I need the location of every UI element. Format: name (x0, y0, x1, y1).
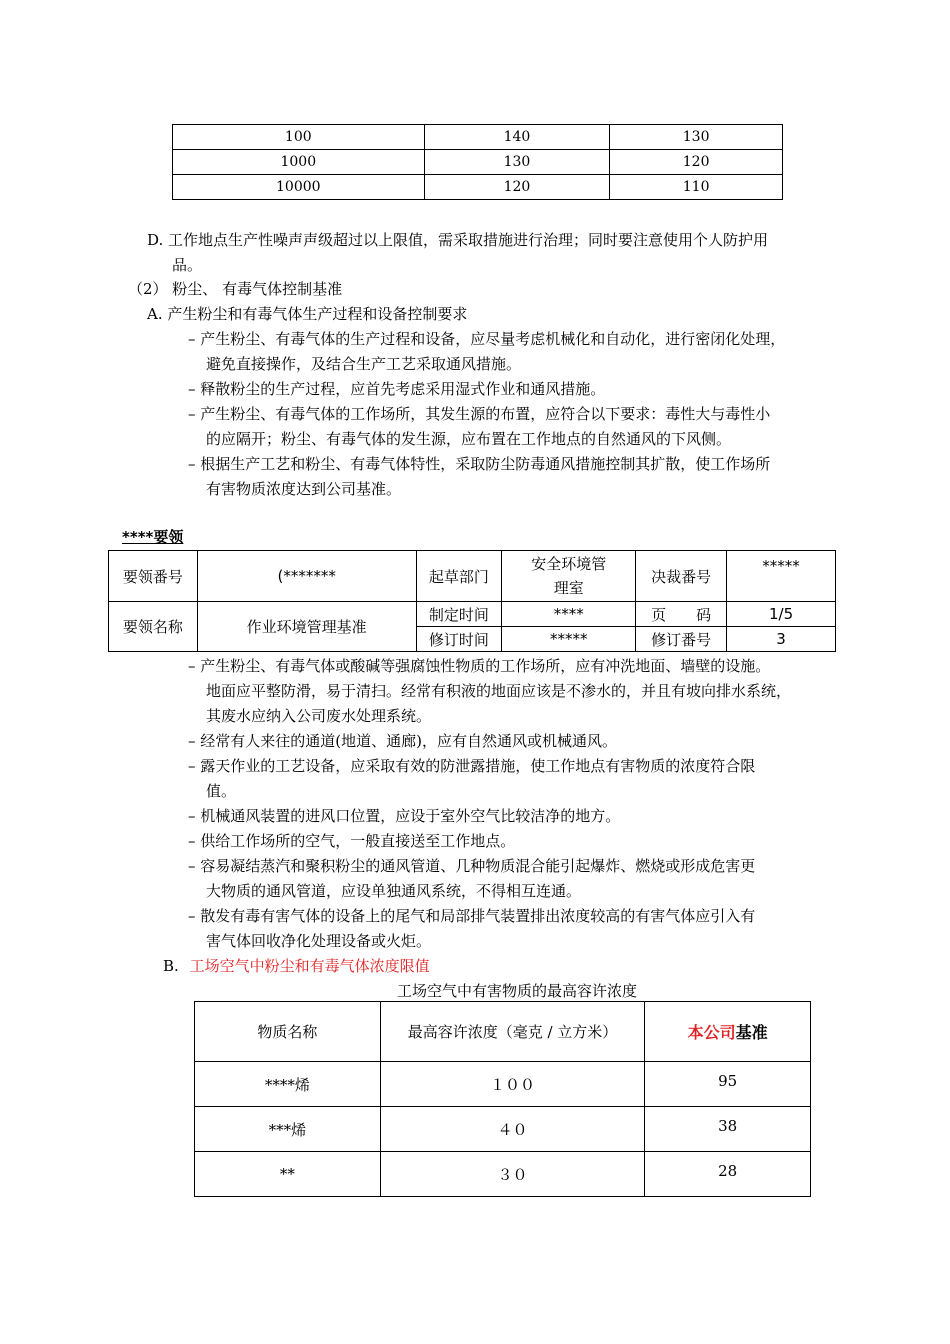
max-concentration: ４０ (380, 1107, 645, 1152)
table-caption: 工场空气中有害物质的最高容许浓度 (397, 982, 638, 1000)
subsection-a-title: A. 产生粉尘和有毒气体生产过程和设备控制要求 (147, 305, 468, 323)
subsection-b-prefix: B. (163, 957, 179, 975)
bullet-item: – 经常有人来往的通道(地道、通廊)，应有自然通风或机械通风。 (188, 732, 617, 750)
table-row (195, 1062, 811, 1107)
bullet-item: – 露天作业的工艺设备，应采取有效的防泄露措施，使工作地点有害物质的浓度符合限 (188, 757, 756, 775)
document-header-title: ****要领 (122, 528, 184, 546)
bullet-continuation: 地面应平整防滑，易于清扫。经常有积液的地面应该是不渗水的，并且有坡向排水系统， (206, 682, 792, 700)
column-header-substance: 物质名称 (195, 1002, 381, 1062)
bullet-item: – 根据生产工艺和粉尘、有毒气体特性，采取防尘防毒通风措施控制其扩散，使工作场所 (188, 455, 771, 473)
bullet-continuation: 其废水应纳入公司废水处理系统。 (206, 707, 432, 725)
table-header-row (195, 1002, 811, 1062)
table-cell: 130 (610, 125, 783, 150)
table-cell: 100 (173, 125, 425, 150)
noise-limit-table (172, 124, 783, 200)
table-cell: 140 (424, 125, 610, 150)
bullet-continuation: 害气体回收净化处理设备或火炬。 (206, 932, 432, 950)
bullet-item: – 供给工作场所的空气，一般直接送至工作地点。 (188, 832, 516, 850)
bullet-item: – 容易凝结蒸汽和聚积粉尘的通风管道、几种物质混合能引起爆炸、燃烧或形成危害更 (188, 857, 756, 875)
company-label: 本公司 (687, 1023, 736, 1042)
value-revision-number: 3 (727, 627, 836, 652)
bullet-item: – 散发有毒有害气体的设备上的尾气和局部排气装置排出浓度较高的有害气体应引入有 (188, 907, 756, 925)
table-row (195, 1152, 811, 1197)
substance-name: ***烯 (195, 1107, 381, 1152)
bullet-item: – 机械通风装置的进风口位置，应设于室外空气比较洁净的地方。 (188, 807, 621, 825)
bullet-continuation: 有害物质浓度达到公司基准。 (206, 480, 402, 498)
table-row (173, 175, 783, 200)
standard-label: 基准 (735, 1023, 768, 1042)
value-doc-name: 作业环境管理基准 (197, 602, 416, 652)
label-doc-name: 要领名称 (109, 602, 198, 652)
bullet-item: – 产生粉尘、有毒气体的生产过程和设备，应尽量考虑机械化和自动化，进行密闭化处理， (188, 330, 786, 348)
bullet-item: – 产生粉尘、有毒气体的工作场所，其发生源的布置，应符合以下要求：毒性大与毒性小 (188, 405, 771, 423)
label-draft-dept: 起草部门 (416, 551, 502, 602)
bullet-continuation: 的应隔开；粉尘、有毒气体的发生源，应布置在工作地点的自然通风的下风侧。 (206, 430, 732, 448)
table-row (173, 150, 783, 175)
bullet-continuation: 避免直接操作，及结合生产工艺采取通风措施。 (206, 355, 522, 373)
substance-name: ** (195, 1152, 381, 1197)
company-standard: 95 (645, 1062, 811, 1107)
column-header-company-standard (645, 1002, 811, 1062)
max-concentration: １００ (380, 1062, 645, 1107)
company-standard: 28 (645, 1152, 811, 1197)
label-enact-date: 制定时间 (416, 602, 502, 627)
paragraph-d-line1: D. 工作地点生产性噪声声级超过以上限值，需采取措施进行治理；同时要注意使用个人防护用 (147, 231, 769, 249)
table-cell: 130 (424, 150, 610, 175)
document-header-table (108, 550, 836, 652)
table-row (109, 602, 836, 627)
label-page: 页 码 (636, 602, 727, 627)
column-header-max-concentration: 最高容许浓度（毫克 / 立方米） (380, 1002, 645, 1062)
table-row (173, 125, 783, 150)
value-doc-number: (******* (197, 551, 416, 602)
section-heading: （2） 粉尘、 有毒气体控制基准 (128, 280, 343, 298)
bullet-item: – 产生粉尘、有毒气体或酸碱等强腐蚀性物质的工作场所，应有冲洗地面、墙壁的设施。 (188, 657, 771, 675)
table-cell: 110 (610, 175, 783, 200)
value-draft-dept: 安全环境管理室 (502, 551, 636, 602)
value-revision-date: ***** (502, 627, 636, 652)
label-decision-number: 决裁番号 (636, 551, 727, 602)
bullet-continuation: 值。 (206, 782, 237, 800)
value-page: 1/5 (727, 602, 836, 627)
concentration-limit-table (194, 1001, 811, 1197)
bullet-continuation: 大物质的通风管道，应设单独通风系统，不得相互连通。 (206, 882, 582, 900)
table-cell: 120 (610, 150, 783, 175)
label-doc-number: 要领番号 (109, 551, 198, 602)
bullet-item: – 释散粉尘的生产过程，应首先考虑采用湿式作业和通风措施。 (188, 380, 606, 398)
subsection-b-title (163, 956, 430, 976)
label-revision-date: 修订时间 (416, 627, 502, 652)
table-row (109, 551, 836, 602)
company-standard: 38 (645, 1107, 811, 1152)
table-row (195, 1107, 811, 1152)
value-enact-date: **** (502, 602, 636, 627)
table-cell: 120 (424, 175, 610, 200)
label-revision-number: 修订番号 (636, 627, 727, 652)
max-concentration: ３０ (380, 1152, 645, 1197)
subsection-b-text: 工场空气中粉尘和有毒气体浓度限值 (189, 957, 430, 975)
table-cell: 1000 (173, 150, 425, 175)
table-cell: 10000 (173, 175, 425, 200)
substance-name: ****烯 (195, 1062, 381, 1107)
value-decision-number: ***** (727, 551, 836, 602)
paragraph-d-line2: 品。 (172, 256, 203, 274)
